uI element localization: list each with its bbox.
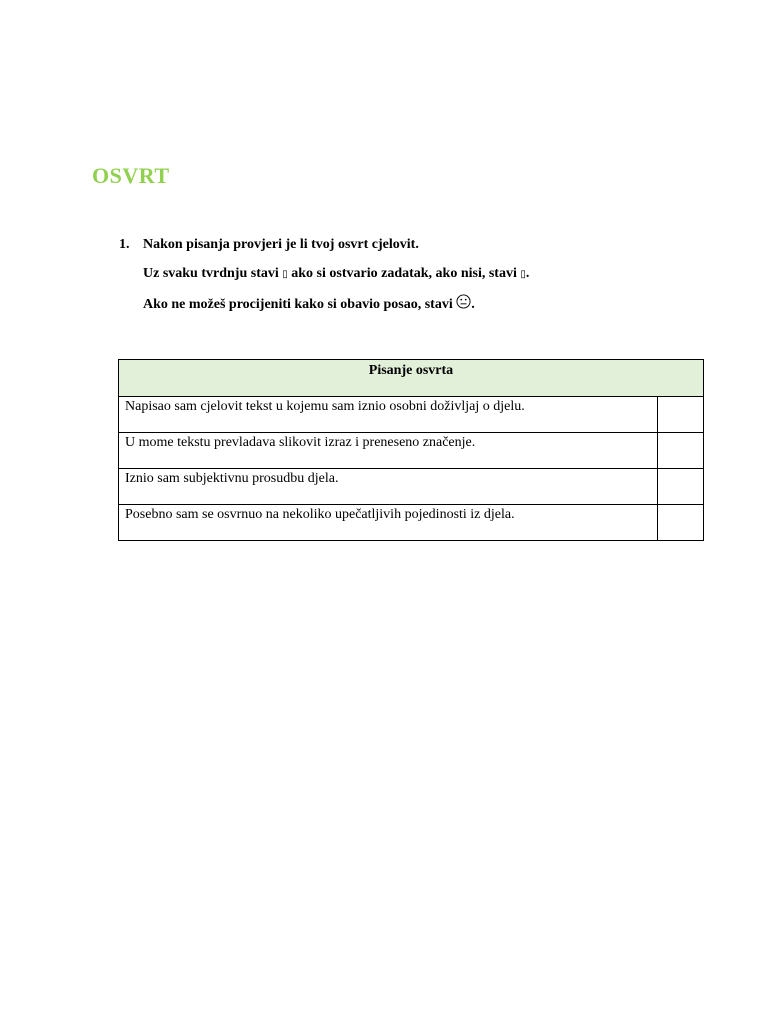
self-check-table — [118, 359, 704, 541]
instruction-text-1: Nakon pisanja provjeri je li tvoj osvrt cjelovit. — [143, 237, 419, 252]
missing-glyph-icon: ▯ — [520, 269, 526, 280]
instruction-line-3 — [119, 294, 529, 323]
instruction-line-1 — [119, 236, 529, 265]
check-cell[interactable] — [658, 433, 704, 469]
table-row — [119, 397, 704, 433]
missing-glyph-icon: ▯ — [282, 269, 288, 280]
table-row-text: Iznio sam subjektivnu prosudbu djela. — [119, 469, 658, 505]
page-title: OSVRT — [92, 163, 170, 188]
table-row-text: Napisao sam cjelovit tekst u kojemu sam iznio osobni doživljaj o djelu. — [119, 397, 658, 433]
instruction-text-2c: . — [525, 266, 530, 281]
instruction-text-2b: ako si ostvario zadatak, ako nisi, stavi — [287, 266, 521, 281]
check-cell[interactable] — [658, 397, 704, 433]
instruction-text-3: Ako ne možeš procijeniti kako si obavio posao, stavi — [143, 297, 457, 312]
table-row — [119, 433, 704, 469]
table-row — [119, 469, 704, 505]
check-cell[interactable] — [658, 469, 704, 505]
table-row — [119, 505, 704, 541]
instruction-text-3-end: . — [471, 297, 475, 312]
list-number: 1. — [119, 237, 130, 252]
table-header: Pisanje osvrta — [119, 360, 704, 397]
table-row-text: U mome tekstu prevladava slikovit izraz i preneseno značenje. — [119, 433, 658, 469]
table-row-text: Posebno sam se osvrnuo na nekoliko upečatljivih pojedinosti iz djela. — [119, 505, 658, 541]
instructions — [119, 236, 529, 323]
check-cell[interactable] — [658, 505, 704, 541]
instruction-line-2 — [119, 265, 529, 294]
neutral-face-icon — [456, 294, 471, 309]
instruction-text-2a: Uz svaku tvrdnju stavi — [143, 266, 283, 281]
